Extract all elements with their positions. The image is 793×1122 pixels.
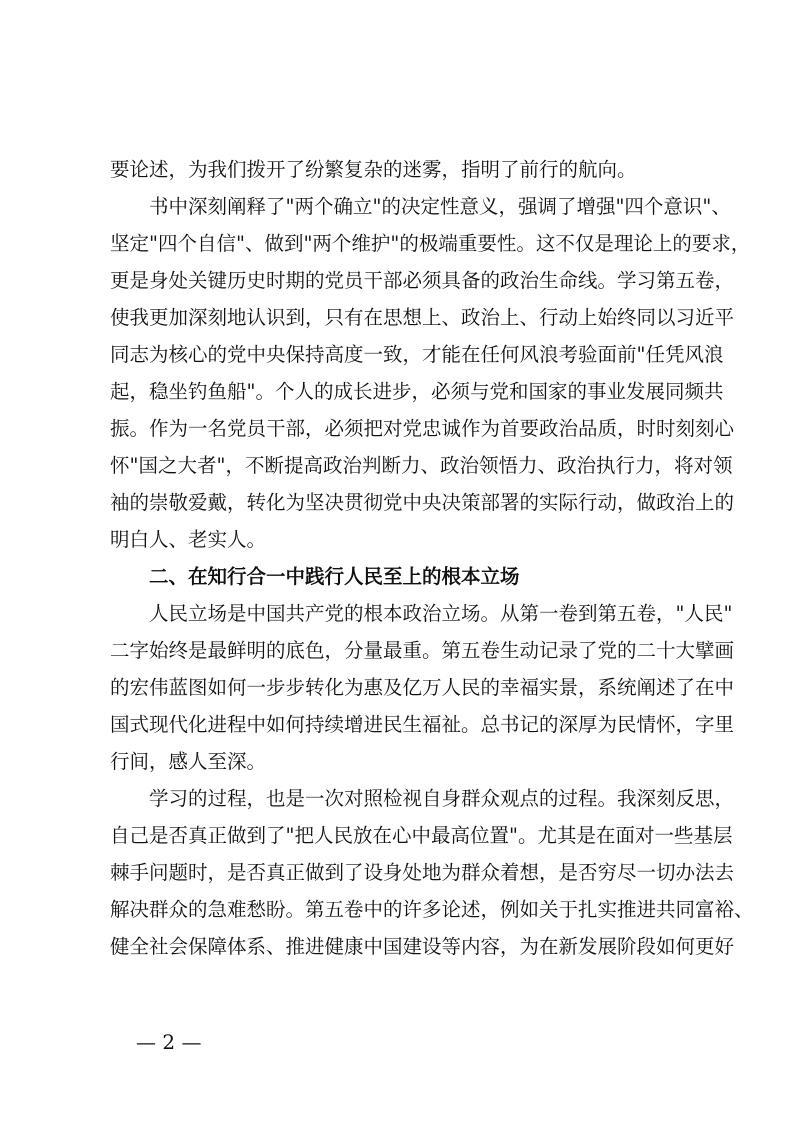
paragraph-line: 二字始终是最鲜明的底色，分量最重。第五卷生动记录了党的二十大擘画 (110, 639, 735, 662)
paragraph-line: 自己是否真正做到了"把人民放在心中最高位置"。尤其是在面对一些基层 (110, 824, 733, 847)
paragraph-line: 要论述，为我们拨开了纷繁复杂的迷雾，指明了前行的航向。 (110, 158, 637, 181)
page-number: — 2 — (136, 1030, 202, 1054)
paragraph-line: 使我更加深刻地认识到，只有在思想上、政治上、行动上始终同以习近平 (110, 306, 735, 329)
paragraph-line: 起，稳坐钓鱼船"。个人的成长进步，必须与党和国家的事业发展同频共 (110, 380, 724, 403)
paragraph-line: 健全社会保障体系、推进健康中国建设等内容，为在新发展阶段如何更好 (110, 935, 735, 958)
paragraph-line: 更是身处关键历史时期的党员干部必须具备的政治生命线。学习第五卷， (110, 269, 735, 292)
paragraph-line: 的宏伟蓝图如何一步步转化为惠及亿万人民的幸福实景，系统阐述了在中 (110, 676, 735, 699)
paragraph-line: 棘手问题时，是否真正做到了设身处地为群众着想，是否穷尽一切办法去 (110, 861, 735, 884)
paragraph-line: 明白人、老实人。 (110, 528, 267, 551)
section-heading: 二、在知行合一中践行人民至上的根本立场 (149, 565, 520, 588)
paragraph-line: 国式现代化进程中如何持续增进民生福祉。总书记的深厚为民情怀，字里 (110, 713, 735, 736)
paragraph-line: 振。作为一名党员干部，必须把对党忠诚作为首要政治品质，时时刻刻心 (110, 417, 735, 440)
paragraph-line: 解决群众的急难愁盼。第五卷中的许多论述，例如关于扎实推进共同富裕、 (110, 898, 754, 921)
paragraph-line: 同志为核心的党中央保持高度一致，才能在任何风浪考验面前"任凭风浪 (110, 343, 724, 366)
paragraph-line: 书中深刻阐释了"两个确立"的决定性意义，强调了增强"四个意识"、 (149, 195, 731, 218)
paragraph-line: 怀"国之大者"，不断提高政治判断力、政治领悟力、政治执行力，将对领 (110, 454, 733, 477)
paragraph-line: 袖的崇敬爱戴，转化为坚决贯彻党中央决策部署的实际行动，做政治上的 (110, 491, 735, 514)
paragraph-line: 坚定"四个自信"、做到"两个维护"的极端重要性。这不仅是理论上的要求， (110, 232, 751, 255)
paragraph-line: 人民立场是中国共产党的根本政治立场。从第一卷到第五卷，"人民" (149, 602, 733, 625)
paragraph-line: 学习的过程，也是一次对照检视自身群众观点的过程。我深刻反思， (149, 787, 735, 810)
paragraph-line: 行间，感人至深。 (110, 750, 267, 773)
